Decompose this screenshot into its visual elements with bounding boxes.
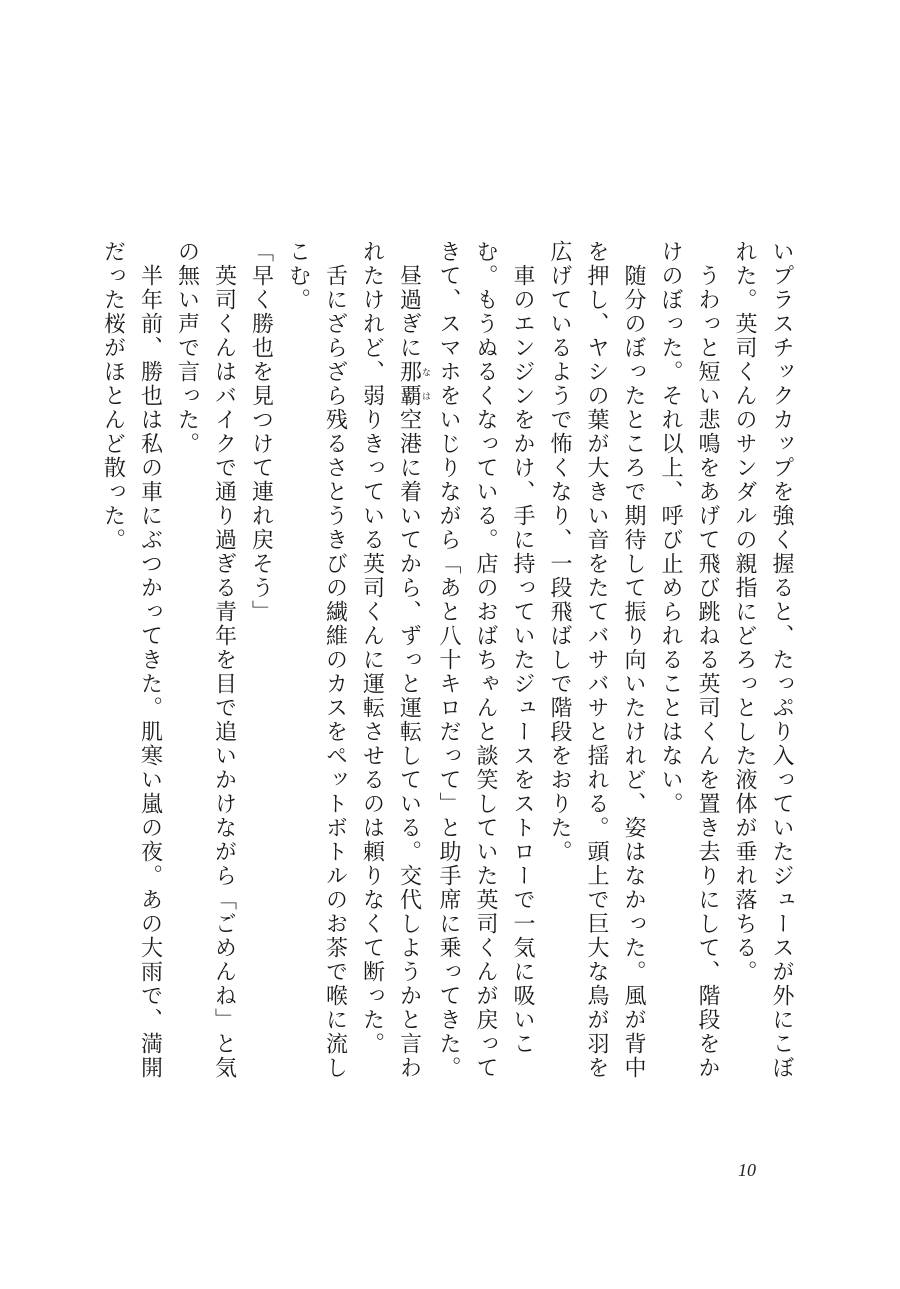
vertical-text-body [100, 240, 800, 1090]
paragraph-5-after: 空港に着いてから、ずっと運転している。交代しようかと言われたけれど、弱りきっている英司くんに運転させるのは頼りなくて断った。 [359, 240, 422, 1080]
ruby-naha [396, 360, 430, 408]
paragraph-5 [354, 240, 431, 1090]
paragraph-9: 半年前、勝也は私の車にぶつかってきた。肌寒い嵐の夜。あの大雨で、満開だった桜がほとんど散った。 [100, 240, 163, 1080]
paragraph-7: 「早く勝也を見つけて連れ戻そう」 [248, 240, 274, 624]
paragraph-6: 舌にざらざら残るさとうきびの繊維のカスをペットボトルのお茶で喉に流しこむ。 [285, 240, 348, 1080]
page-number: 10 [738, 1160, 756, 1180]
paragraph-4: 車のエンジンをかけ、手に持っていたジュースをストローで一気に吸いこむ。もうぬるくなっている。店のおばちゃんと談笑していた英司くんが戻ってきて、スマホをいじりながら「あと八十キロだって」と助手席に乗ってきた。 [436, 240, 535, 1080]
ruby-reading: なは [420, 360, 430, 408]
paragraph-8: 英司くんはバイクで通り過ぎる青年を目で追いかけながら「ごめんね」と気の無い声で言った。 [174, 240, 237, 1080]
ruby-base: 那覇 [396, 360, 422, 408]
paragraph-2: うわっと短い悲鳴をあげて飛び跳ねる英司くんを置き去りにして、階段をかけのぼった。それ以上、呼び止められることはない。 [658, 240, 720, 1080]
paragraph-1: いプラスチックカップを強く握ると、たっぷり入っていたジュースが外にこぼれた。英司くんのサンダルの親指にどろっとした液体が垂れ落ちる。 [732, 240, 794, 1080]
paragraph-3: 随分のぼったところで期待して振り向いたけれど、姿はなかった。風が背中を押し、ヤシの葉が大きい音をたてバサバサと揺れる。頭上で巨大な鳥が羽を広げているようで怖くなり、一段飛ばしで階段をおりた。 [547, 240, 646, 1080]
paragraph-5-before: 昼過ぎに [396, 240, 422, 360]
